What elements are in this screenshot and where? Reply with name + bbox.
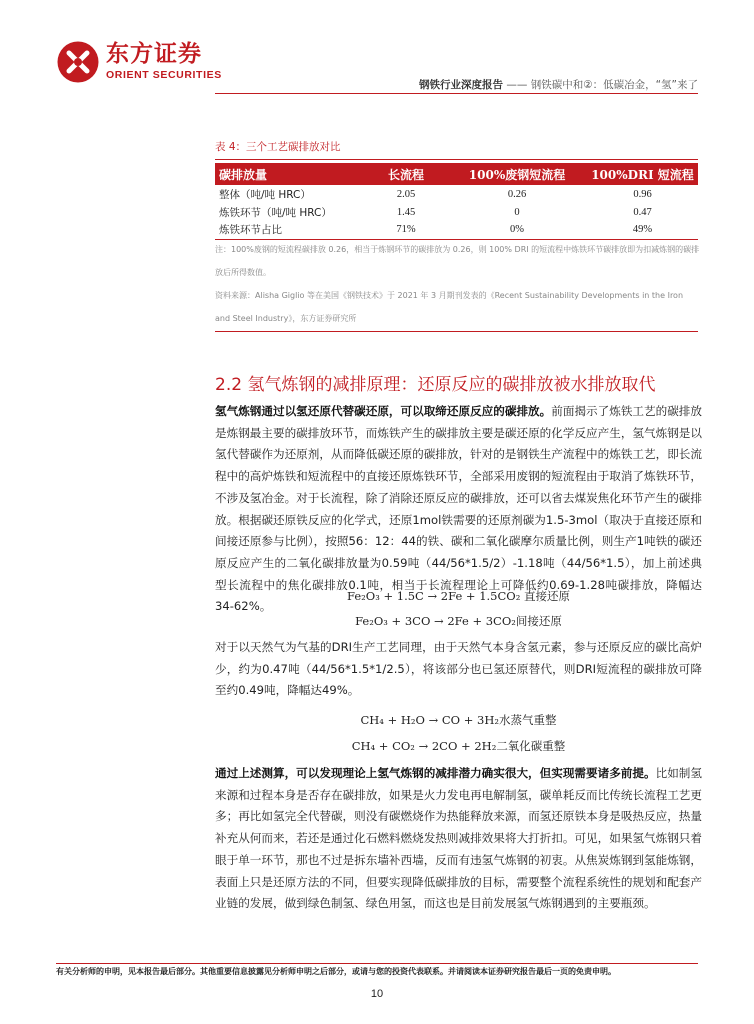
equation-label: 间接还原 (515, 614, 562, 628)
table-cell: 炼铁环节占比 (215, 221, 365, 239)
brand-name-cn: 东方证券 (106, 41, 202, 67)
table-top-rule (215, 159, 698, 160)
table-title: 表 4：三个工艺碳排放对比 (215, 141, 341, 153)
equation-co2-reforming (215, 738, 702, 754)
equation-formula: Fe₂O₃ + 1.5C → 2Fe + 1.5CO₂ (347, 589, 521, 603)
equation-formula: CH₄ + H₂O → CO + 3H₂ (360, 713, 500, 727)
table-header-cell: 100%DRI 短流程 (587, 163, 698, 185)
table-header-cell: 长流程 (365, 163, 447, 185)
paragraph-1-lead: 氢气炼钢通过以氢还原代替碳还原，可以取缔还原反应的碳排放。 (215, 404, 552, 418)
header-divider (215, 93, 698, 94)
footer-divider (56, 963, 698, 964)
table-row (215, 203, 698, 221)
table-source: 资料来源：Alisha Giglio 等在美国《钢铁技术》于 2021 年 3 月期刊发表的《Recent Sustainability Developments in the Iron and Steel Industry》，东方证券研究所 (215, 291, 684, 323)
table-cell: 71% (365, 221, 447, 239)
table-header-row (215, 163, 698, 185)
page-number: 10 (370, 988, 384, 1000)
table-note: 注：100%废钢的短流程碳排放 0.26，相当于炼钢环节的碳排放为 0.26，则 100% DRI 的短流程中炼铁环节碳排放即为扣减炼钢的碳排放后所得数值。 (215, 245, 700, 277)
paragraph-1-text: 前面揭示了炼铁工艺的碳排放是炼钢最主要的碳排放环节，而炼铁产生的碳排放主要是碳还原的化学反应产生，氢气炼钢是以氢代替碳作为还原剂，从而降低碳还原的碳排放，针对的是钢铁生产流程中的炼铁工艺，即长流程中的高炉炼铁和短流程中的直接还原炼铁环节，全部采用废钢的短流程由于取消了炼铁环节，不涉及氢冶金。对于长流程，除了消除还原反应的碳排放，还可以省去煤炭焦化环节产生的碳排放。根据碳还原铁反应的化学式，还原1mol铁需要的还原剂碳为1.5-3mol（取决于直接还原和间接还原参与比例），按照56：12：44的铁、碳和二氧化碳摩尔质量比例，则生产1吨铁的碳还原反应产生的二氧化碳排放量为0.59吨（44/56*1.5/2）-1.18吨（44/56*1.5），加上前述典型长流程中的焦化碳排放0.1吨，相当于长流程理论上可降低约0.69-1.28吨碳排放，降幅达34-62%。 (215, 404, 702, 614)
section-title: 2.2 氢气炼钢的减排原理：还原反应的碳排放被水排放取代 (215, 375, 656, 395)
table-bottom-rule (215, 331, 698, 332)
table-cell: 炼铁环节（吨/吨 HRC） (219, 206, 332, 219)
paragraph-3-text: 比如制氢来源和过程本身是否存在碳排放，如果是火力发电再电解制氢，碳单耗反而比传统长流程工艺更多；再比如氢完全代替碳，则没有碳燃烧作为热能释放来源，而氢还原铁本身是吸热反应，热量补充从何而来，若还是通过化石燃料燃烧发热则减排效果将大打折扣。可见，如果氢气炼钢只着眼于单一环节，那也不过是拆东墙补西墙，反而有违氢气炼钢的初衷。从焦炭炼钢到氢能炼钢，表面上只是还原方法的不同，但要实现降低碳排放的目标，需要整个流程系统性的规划和配套产业链的发展，做到绿色制氢、绿色用氢，而这也是目前发展氢气炼钢遇到的主要瓶颈。 (215, 766, 702, 911)
report-title: 钢铁碳中和②：低碳冶金，“氢”来了 (530, 79, 698, 91)
equation-label: 直接还原 (524, 589, 570, 603)
paragraph-3 (215, 763, 702, 915)
equation-label: 二氧化碳重整 (496, 739, 566, 753)
paragraph-1 (215, 401, 702, 618)
equation-indirect-reduction (215, 613, 702, 629)
report-header (419, 77, 698, 92)
table-row (215, 185, 698, 203)
table-cell: 0% (447, 221, 587, 239)
equation-steam-reforming (215, 712, 702, 728)
equation-formula: Fe₂O₃ + 3CO → 2Fe + 3CO₂ (355, 614, 516, 628)
table-cell: 0.47 (633, 206, 652, 218)
footer-disclaimer: 有关分析师的申明，见本报告最后部分。其他重要信息披露见分析师申明之后部分，或请与您的投资代表联系。并请阅读本证券研究报告最后一页的免责申明。 (56, 967, 616, 976)
table-header-cell: 碳排放量 (215, 163, 365, 185)
table-header-cell: 100%废钢短流程 (447, 163, 587, 185)
equation-direct-reduction (215, 588, 702, 604)
table-row (215, 221, 698, 239)
brand (106, 40, 222, 81)
table-cell: 49% (587, 221, 698, 239)
equation-label: 水蒸气重整 (499, 713, 557, 727)
paragraph-2: 对于以天然气为气基的DRI生产工艺同理，由于天然气本身含氢元素，参与还原反应的碳比高炉少，约为0.47吨（44/56*1.5*1/2.5），将该部分也已氢还原替代，则DRI短流程的碳排放可降至约0.49吨，降幅达49%。 (215, 640, 702, 698)
table-cell: 整体（吨/吨 HRC） (219, 188, 311, 201)
paragraph-3-lead: 通过上述测算，可以发现理论上氢气炼钢的减排潜力确实很大，但实现需要诸多前提。 (215, 766, 656, 780)
table-cell: 1.45 (396, 206, 416, 218)
table-cell: 0.96 (633, 188, 652, 200)
table-cell: 0 (514, 206, 520, 218)
equation-formula: CH₄ + CO₂ → 2CO + 2H₂ (351, 739, 497, 753)
table-cell: 0.26 (507, 188, 527, 200)
report-type: 钢铁行业深度报告 (419, 79, 504, 91)
brand-name-en: ORIENT SECURITIES (106, 69, 222, 81)
table-cell: 2.05 (396, 188, 416, 200)
orient-securities-logo-icon (56, 40, 100, 84)
emissions-table (215, 163, 698, 240)
header-separator: —— (503, 79, 531, 91)
